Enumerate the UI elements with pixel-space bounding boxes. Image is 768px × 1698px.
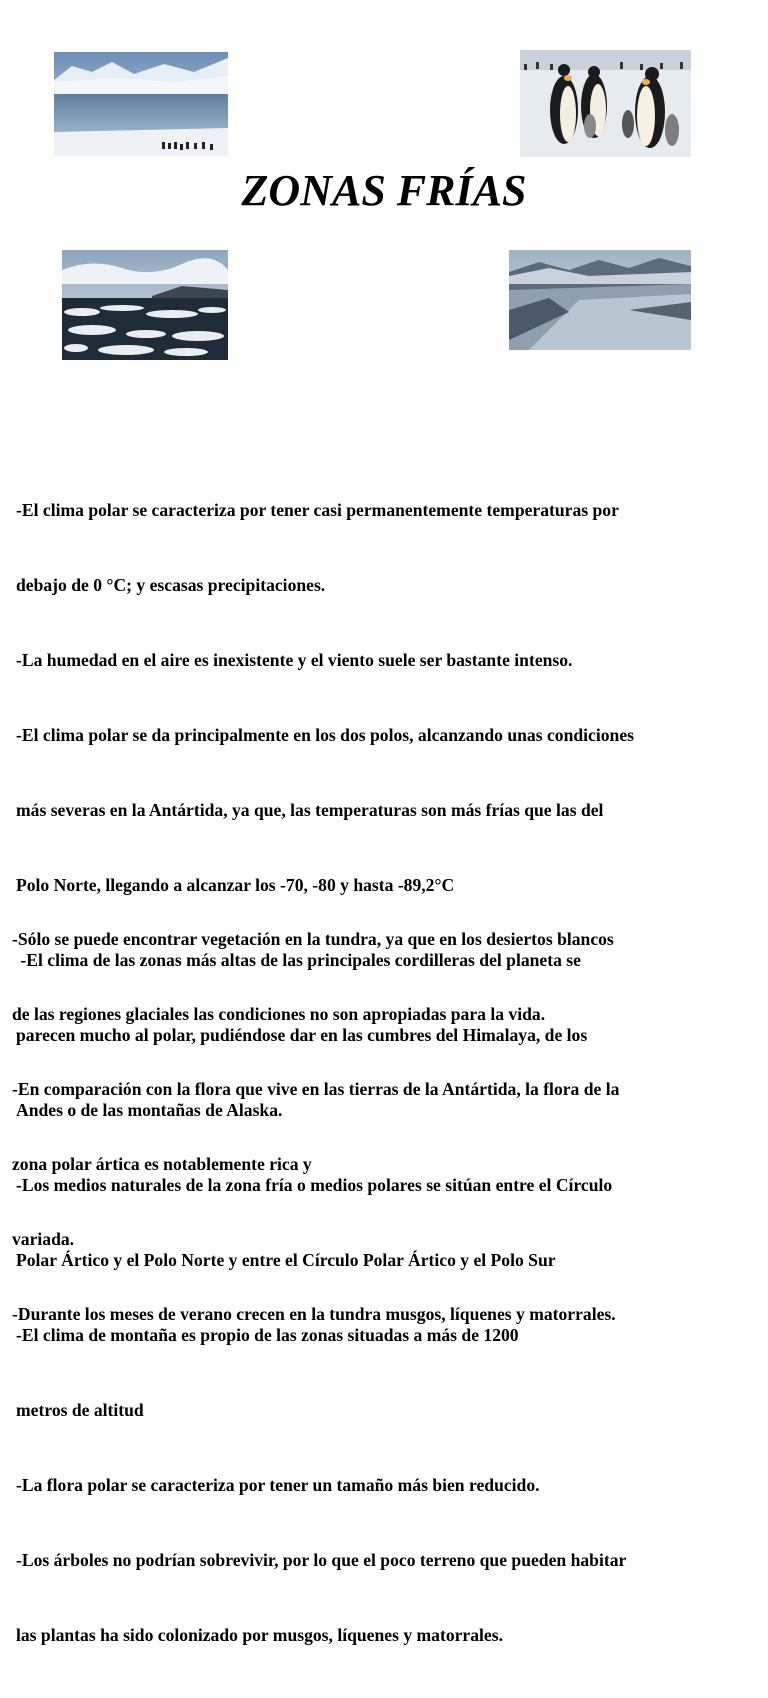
paragraph-line: -El clima de montaña es propio de las zonas situadas a más de 1200	[16, 1325, 519, 1345]
glacier-valley-photo	[509, 250, 691, 350]
paragraph-line: -Los árboles no podrían sobrevivir, por lo que el poco terreno que pueden habitar	[16, 1550, 627, 1570]
page-title: ZONAS FRÍAS	[241, 166, 527, 215]
paragraph-line: -Los medios naturales de la zona fría o medios polares se sitúan entre el Círculo	[16, 1175, 613, 1195]
paragraph-line: -El clima polar se caracteriza por tener casi permanentemente temperaturas por	[16, 500, 619, 520]
paragraph-line: Andes o de las montañas de Alaska.	[16, 1100, 283, 1120]
paragraph-line: -En comparación con la flora que vive en las tierras de la Antártida, la flora de la	[12, 1079, 620, 1099]
paragraph-line: -El clima polar se da principalmente en los dos polos, alcanzando unas condiciones	[16, 725, 634, 745]
text-block-2	[12, 877, 619, 1377]
paragraph-line: las plantas ha sido colonizado por musgos, líquenes y matorrales.	[16, 1625, 503, 1645]
paragraph-line: Polo Norte, llegando a alcanzar los -70, -80 y hasta -89,2°C	[16, 875, 455, 895]
emperor-penguins-photo	[520, 50, 691, 157]
glacier-lake-photo	[54, 52, 228, 156]
paragraph-line: -La humedad en el aire es inexistente y el viento suele ser bastante intenso.	[16, 650, 573, 670]
paragraph-line: -Sólo se puede encontrar vegetación en la tundra, ya que en los desiertos blancos	[12, 929, 614, 949]
paragraph-line: -La flora polar se caracteriza por tener un tamaño más bien reducido.	[16, 1475, 540, 1495]
paragraph-line: más severas en la Antártida, ya que, las temperaturas son más frías que las del	[16, 800, 604, 820]
paragraph-line: zona polar ártica es notablemente rica y	[12, 1154, 312, 1174]
paragraph-line: Polar Ártico y el Polo Norte y entre el Círculo Polar Ártico y el Polo Sur	[16, 1250, 556, 1270]
paragraph-line: metros de altitud	[16, 1400, 144, 1420]
paragraph-line: -Durante los meses de verano crecen en la tundra musgos, líquenes y matorrales.	[12, 1304, 616, 1324]
paragraph-line: debajo de 0 °C; y escasas precipitaciones.	[16, 575, 326, 595]
pack-ice-photo	[62, 250, 228, 360]
paragraph-line: parecen mucho al polar, pudiéndose dar en las cumbres del Himalaya, de los	[16, 1025, 588, 1045]
paragraph-line: de las regiones glaciales las condiciones no son apropiadas para la vida.	[12, 1004, 546, 1024]
paragraph-line: variada.	[12, 1229, 75, 1249]
paragraph-line: -El clima de las zonas más altas de las principales cordilleras del planeta se	[16, 950, 581, 970]
